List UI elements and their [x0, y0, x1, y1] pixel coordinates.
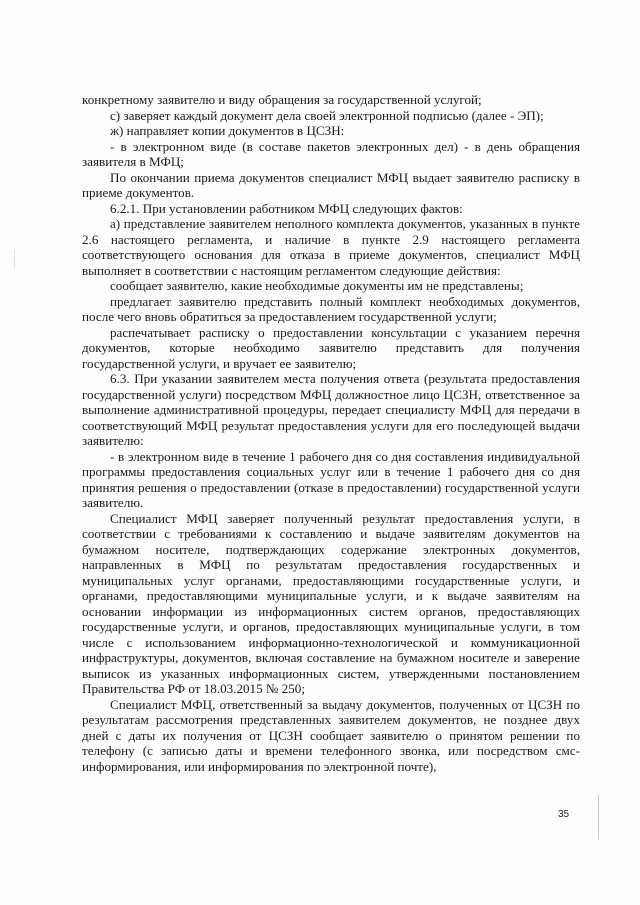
paragraph-10: распечатывает расписку о предоставлении консультации с указанием перечня документов, которые необходимо заявителю представить для получения государственной услуги, и вручает ее заявителю; — [82, 324, 580, 371]
paragraph-9: предлагает заявителю представить полный комплект необходимых документов, после чего вновь обратиться за предоставлением государственной услуги; — [82, 293, 580, 324]
paragraph-7: а) представление заявителем неполного комплекта документов, указанных в пункте 2.6 настоящего регламента, и наличие в пункте 2.9 настоящего регламента соответствующего основания для отказа в приеме документов, специалист МФЦ выполняет в соответствии с настоящим регламентом следующие действия: — [82, 216, 580, 278]
paragraph-12: - в электронном виде в течение 1 рабочего дня со дня составления индивидуальной программы предоставления социальных услуг или в течение 1 рабочего дня со дня принятия решения о предоставлении (отказе в предоставлении) государственной услуги заявителю. — [82, 448, 580, 510]
paragraph-4: - в электронном виде (в составе пакетов электронных дел) - в день обращения заявителя в МФЦ; — [82, 138, 580, 169]
paragraph-1: конкретному заявителю и виду обращения за государственной услугой; — [82, 92, 482, 107]
paragraph-13: Специалист МФЦ заверяет полученный результат предоставления услуги, в соответствии с требованиями к составлению и выдаче заявителям документов на бумажном носителе, подтверждающих содержание электронных документов, направленных в МФЦ по результатам предоставления государственных и муниципальных услуг органами, предоставляющими государственные услуги, и органами, предоставляющими муниципальные услуги, и к выдаче заявителям на основании информации из информационных систем органов, предоставляющих государственные услуги, и органов, предоставляющих муниципальные услуги, в том числе с использованием информационно-технологической и коммуникационной инфраструктуры, документов, включая составление на бумажном носителе и заверение выписок из указанных информационных систем, утвержденными постановлением Правительства РФ от 18.03.2015 № 250; — [82, 510, 580, 696]
paragraph-5: По окончании приема документов специалист МФЦ выдает заявителю расписку в приеме документов. — [82, 169, 580, 200]
paragraph-3: ж) направляет копии документов в ЦСЗН: — [110, 123, 345, 138]
scan-edge-mark — [598, 795, 599, 839]
paragraph-8: сообщает заявителю, какие необходимые документы им не представлены; — [110, 278, 524, 293]
paragraph-14: Специалист МФЦ, ответственный за выдачу документов, полученных от ЦСЗН по результатам рассмотрения представленных заявителем документов, не позднее двух дней с даты их получения от ЦСЗН сообщает заявителю о принятом решении по телефону (с записью даты и времени телефонного звонка, или посредством смс-информирования, или информирования по электронной почте), — [82, 696, 580, 774]
page-number: 35 — [558, 809, 570, 820]
document-body — [82, 92, 580, 774]
paragraph-11: 6.3. При указании заявителем места получения ответа (результата предоставления государственной услуги) посредством МФЦ должностное лицо ЦСЗН, ответственное за выполнение административной процедуры, передает специалисту МФЦ для передачи в соответствующий МФЦ результат предоставления услуги для его последующей выдачи заявителю: — [82, 371, 580, 448]
paragraph-6: 6.2.1. При установлении работником МФЦ следующих фактов: — [110, 200, 463, 216]
scan-margin-mark — [14, 250, 15, 268]
paragraph-2: с) заверяет каждый документ дела своей электронной подписью (далее - ЭП); — [110, 107, 544, 123]
